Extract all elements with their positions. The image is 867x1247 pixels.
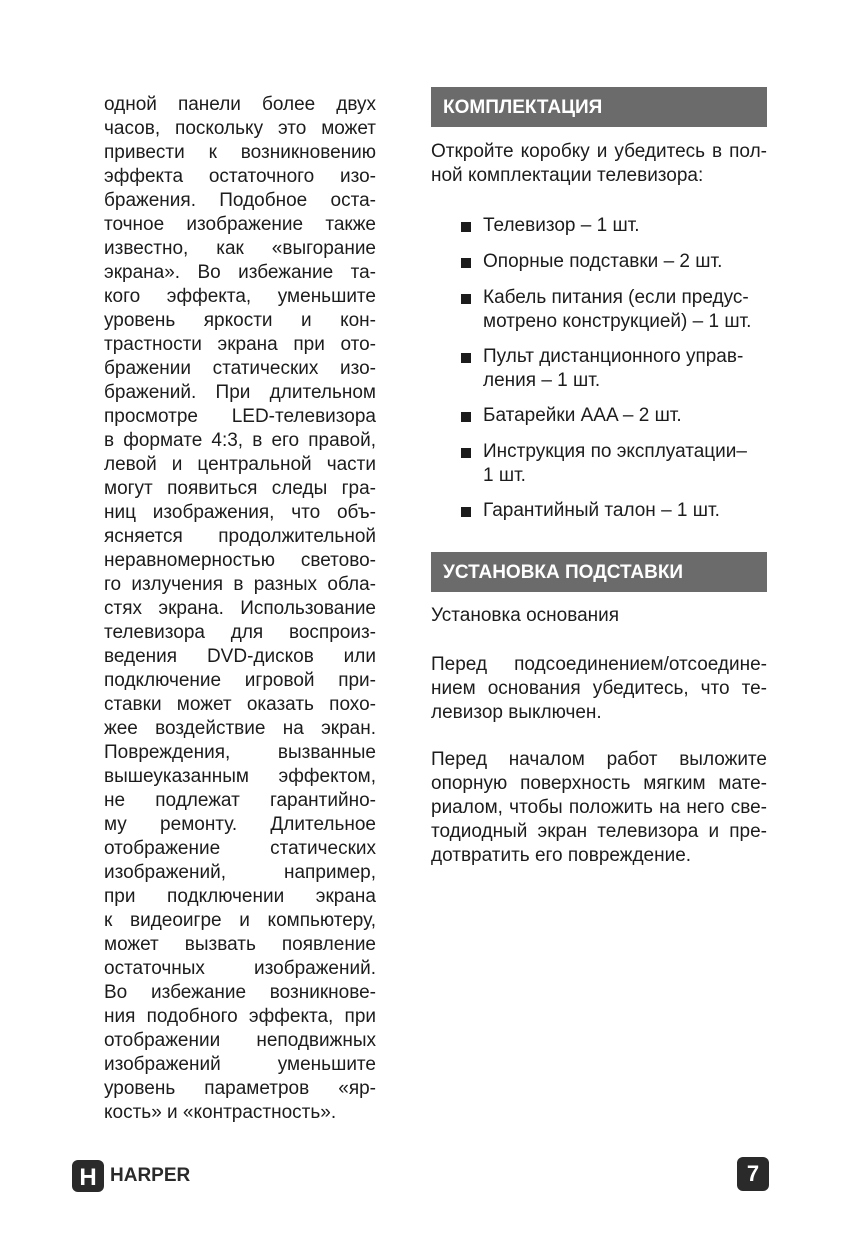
text-line: жее воздействие на экран. (104, 718, 376, 739)
list-item-text: мотрено конструкцией) – 1 шт. (483, 311, 752, 332)
text-line: эффекта остаточного изо- (104, 166, 376, 187)
list-item-text: Гарантийный талон – 1 шт. (483, 500, 720, 521)
text-line: уровень параметров «яр- (104, 1078, 376, 1099)
bullet-square-icon (461, 412, 471, 422)
text-line: отображение статических (104, 838, 376, 859)
page-number: 7 (737, 1157, 769, 1191)
text-line: Повреждения, вызванные (104, 742, 376, 763)
brand-name: HARPER (110, 1165, 191, 1186)
text-line: к видеоигре и компьютеру, (104, 910, 376, 931)
list-item-text: Инструкция по эксплуатации– (483, 441, 747, 462)
stand-paragraph-line: левизор выключен. (431, 702, 602, 723)
bullet-square-icon (461, 353, 471, 363)
stand-paragraph-line: нием основания убедитесь, что те- (431, 678, 767, 699)
text-line: ведения DVD-дисков или (104, 646, 376, 667)
bullet-square-icon (461, 507, 471, 517)
text-line: известно, как «выгорание (104, 238, 376, 259)
text-line: ясняется продолжительной (104, 526, 376, 547)
bullet-square-icon (461, 222, 471, 232)
list-item-text: Телевизор – 1 шт. (483, 215, 640, 236)
stand-subtitle: Установка основания (431, 605, 620, 626)
logo-letter: H (79, 1164, 97, 1191)
text-line: ния подобного эффекта, при (104, 1006, 376, 1027)
text-line: не подлежат гарантийно- (104, 790, 376, 811)
text-line: трастности экрана при ото- (104, 334, 376, 355)
text-line: Во избежание возникнове- (104, 982, 376, 1003)
text-line: кого эффекта, уменьшите (104, 286, 376, 307)
kit-intro-line: Откройте коробку и убедитесь в пол- (431, 141, 767, 162)
text-line: неравномерностью светово- (104, 550, 376, 571)
text-line: изображений, например, (104, 862, 376, 883)
text-line: часов, поскольку это может (104, 118, 376, 139)
list-item-text: Пульт дистанционного управ- (483, 346, 744, 367)
bullet-square-icon (461, 448, 471, 458)
text-line: телевизора для воспроиз- (104, 622, 376, 643)
text-line: уровень яркости и кон- (104, 310, 376, 331)
stand-paragraph-line: Перед началом работ выложите (431, 749, 767, 770)
text-line: му ремонту. Длительное (104, 814, 376, 835)
section-header-stand: УСТАНОВКА ПОДСТАВКИ (431, 552, 767, 592)
text-line: отображении неподвижных (104, 1030, 376, 1051)
harper-logo-icon (72, 1160, 104, 1192)
section-header-kit: КОМПЛЕКТАЦИЯ (431, 87, 767, 127)
text-line: левой и центральной части (104, 454, 376, 475)
text-line: кость» и «контрастность». (104, 1102, 337, 1123)
list-item-text: ления – 1 шт. (483, 370, 601, 391)
stand-paragraph-line: риалом, чтобы положить на него све- (431, 797, 767, 818)
text-line: подключение игровой при- (104, 670, 376, 691)
text-line: экрана». Во избежание та- (104, 262, 376, 283)
text-line: остаточных изображений. (104, 958, 376, 979)
text-line: одной панели более двух (104, 94, 376, 115)
text-line: может вызвать появление (104, 934, 376, 955)
stand-paragraph-line: тодиодный экран телевизора и пре- (431, 821, 767, 842)
bullet-square-icon (461, 258, 471, 268)
text-line: бражения. Подобное оста- (104, 190, 376, 211)
text-line: в формате 4:3, в его правой, (104, 430, 376, 451)
stand-paragraph-line: Перед подсоединением/отсоедине- (431, 654, 767, 675)
text-line: привести к возникновению (104, 142, 376, 163)
text-line: бражении статических изо- (104, 358, 376, 379)
text-line: могут появиться следы гра- (104, 478, 376, 499)
text-line: го излучения в разных обла- (104, 574, 376, 595)
text-line: стях экрана. Использование (104, 598, 376, 619)
bullet-square-icon (461, 294, 471, 304)
text-line: изображений уменьшите (104, 1054, 376, 1075)
stand-paragraph-line: опорную поверхность мягким мате- (431, 773, 767, 794)
text-line: просмотре LED-телевизора (104, 406, 376, 427)
text-line: точное изображение также (104, 214, 376, 235)
list-item-text: Батарейки AAA – 2 шт. (483, 405, 682, 426)
list-item-text: Опорные подставки – 2 шт. (483, 251, 723, 272)
text-line: при подключении экрана (104, 886, 376, 907)
list-item-text: Кабель питания (если предус- (483, 287, 749, 308)
text-line: вышеуказанным эффектом, (104, 766, 376, 787)
kit-intro-line: ной комплектации телевизора: (431, 165, 704, 186)
text-line: ставки может оказать похо- (104, 694, 376, 715)
text-line: ниц изображения, что объ- (104, 502, 376, 523)
list-item-text: 1 шт. (483, 465, 526, 486)
text-line: бражений. При длительном (104, 382, 376, 403)
stand-paragraph-line: дотвратить его повреждение. (431, 845, 692, 866)
